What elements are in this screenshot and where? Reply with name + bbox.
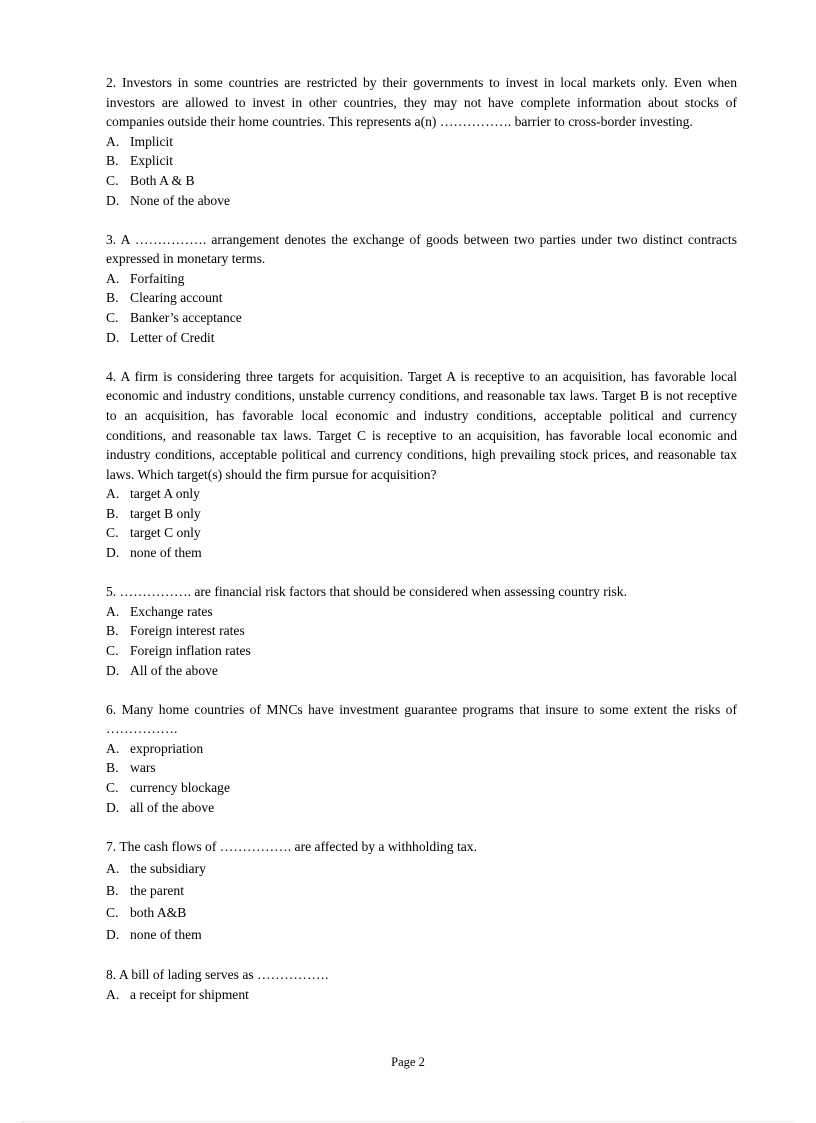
question-stem: Investors in some countries are restricted by their governments to invest in local markets only. Even when investors are allowed to invest in other countries, they may not have complete information about stocks of companies outside their home countries. This represents a(n) ……………. barrier to cross-border investing. <box>106 75 737 130</box>
option-text: target B only <box>130 505 201 521</box>
option-list <box>106 739 737 817</box>
option-letter: D. <box>106 926 120 942</box>
option-letter: D. <box>106 662 120 678</box>
question-text <box>106 837 737 857</box>
option-text: currency blockage <box>130 780 231 795</box>
option-letter: C. <box>106 642 119 658</box>
option-letter: A. <box>106 986 120 1002</box>
option-a <box>106 132 737 152</box>
option-c <box>106 902 737 924</box>
option-letter: A. <box>106 486 120 502</box>
option-text: all of the above <box>130 799 215 815</box>
question-7 <box>106 837 737 946</box>
option-list <box>106 484 737 562</box>
question-list <box>106 73 737 1024</box>
option-a <box>106 858 737 880</box>
question-4 <box>106 367 737 563</box>
option-a <box>106 269 737 289</box>
option-letter: D. <box>106 329 120 345</box>
option-text: Letter of Credit <box>130 329 215 345</box>
page-number: Page 2 <box>391 1055 425 1069</box>
option-text: none of them <box>130 545 202 561</box>
option-a <box>106 739 737 759</box>
option-letter: A. <box>106 133 120 149</box>
option-a <box>106 602 737 622</box>
option-text: both A&B <box>130 904 187 920</box>
question-text <box>106 582 737 602</box>
question-stem: A bill of lading serves as ……………. <box>118 966 329 982</box>
option-c <box>106 523 737 543</box>
option-letter: D. <box>106 799 120 815</box>
option-letter: C. <box>106 310 119 326</box>
option-list <box>106 269 737 347</box>
option-text: Foreign inflation rates <box>130 642 251 658</box>
option-b <box>106 288 737 308</box>
option-c <box>106 308 737 328</box>
option-list <box>106 858 737 945</box>
option-text: Forfaiting <box>130 270 185 286</box>
option-c <box>106 171 737 191</box>
question-8 <box>106 965 737 1004</box>
option-text: none of them <box>130 926 202 942</box>
question-number: 4. <box>106 368 117 384</box>
option-letter: A. <box>106 861 120 877</box>
option-text: None of the above <box>130 192 231 208</box>
question-number: 6. <box>106 701 117 717</box>
option-text: Foreign interest rates <box>130 623 245 639</box>
question-stem: The cash flows of ……………. are affected by a withholding tax. <box>119 838 477 854</box>
option-text: Banker’s acceptance <box>130 310 242 326</box>
option-b <box>106 504 737 524</box>
option-list <box>106 985 737 1005</box>
question-text <box>106 73 737 132</box>
option-letter: D. <box>106 545 120 561</box>
option-a <box>106 985 737 1005</box>
option-letter: A. <box>106 603 120 619</box>
option-letter: D. <box>106 192 120 208</box>
option-letter: C. <box>106 904 119 920</box>
option-text: expropriation <box>130 740 204 756</box>
question-number: 3. <box>106 231 117 247</box>
question-stem: ……………. are financial risk factors that should be considered when assessing country risk. <box>119 584 627 600</box>
question-stem: Many home countries of MNCs have investment guarantee programs that insure to some extent the risks of ……………. <box>106 701 737 737</box>
question-number: 7. <box>106 838 117 854</box>
option-letter: B. <box>106 883 119 899</box>
option-d <box>106 798 737 818</box>
question-6 <box>106 700 737 818</box>
option-letter: C. <box>106 780 119 795</box>
option-text: a receipt for shipment <box>130 986 249 1002</box>
option-text: wars <box>130 760 156 776</box>
question-text <box>106 965 737 985</box>
option-letter: B. <box>106 760 119 776</box>
question-stem: A ……………. arrangement denotes the exchange of goods between two parties under two distinct contracts expressed in monetary terms. <box>106 231 737 267</box>
option-text: Clearing account <box>130 290 223 306</box>
option-text: target C only <box>130 525 201 541</box>
option-d <box>106 661 737 681</box>
question-5 <box>106 582 737 680</box>
question-text <box>106 700 737 739</box>
option-text: target A only <box>130 486 200 502</box>
option-b <box>106 151 737 171</box>
option-letter: B. <box>106 623 119 639</box>
question-text <box>106 230 737 269</box>
option-text: the subsidiary <box>130 861 206 877</box>
question-number: 5. <box>106 584 117 600</box>
option-d <box>106 543 737 563</box>
question-3 <box>106 230 737 348</box>
option-d <box>106 924 737 946</box>
option-letter: B. <box>106 153 119 169</box>
question-number: 2. <box>106 75 117 90</box>
option-d <box>106 191 737 211</box>
option-text: All of the above <box>130 662 218 678</box>
option-c <box>106 641 737 661</box>
option-text: Explicit <box>130 153 174 169</box>
option-a <box>106 484 737 504</box>
option-d <box>106 328 737 348</box>
option-text: Exchange rates <box>130 603 213 619</box>
option-c <box>106 778 737 798</box>
question-number: 8. <box>106 966 117 982</box>
option-letter: A. <box>106 270 120 286</box>
question-stem: A firm is considering three targets for acquisition. Target A is receptive to an acquisition, has favorable local economic and industry conditions, unstable currency conditions, and reasonable tax laws. Target B is not receptive to an acquisition, has favorable local economic and industry conditions, acceptable political and currency conditions, and reasonable tax laws. Target C is receptive to an acquisition, has favorable local economic and industry conditions, acceptable political and currency conditions, high prevailing stock prices, and reasonable tax laws. Which target(s) should the firm pursue for acquisition? <box>106 368 737 482</box>
option-b <box>106 758 737 778</box>
option-letter: B. <box>106 290 119 306</box>
page-bottom-edge <box>22 1121 794 1122</box>
option-b <box>106 880 737 902</box>
question-text <box>106 367 737 485</box>
option-text: Implicit <box>130 133 174 149</box>
option-list <box>106 602 737 680</box>
option-text: Both A & B <box>130 172 195 188</box>
option-list <box>106 132 737 210</box>
option-b <box>106 621 737 641</box>
question-2 <box>106 73 737 210</box>
option-letter: C. <box>106 172 119 188</box>
option-letter: C. <box>106 525 119 541</box>
option-letter: A. <box>106 740 120 756</box>
option-letter: B. <box>106 505 119 521</box>
option-text: the parent <box>130 883 184 899</box>
